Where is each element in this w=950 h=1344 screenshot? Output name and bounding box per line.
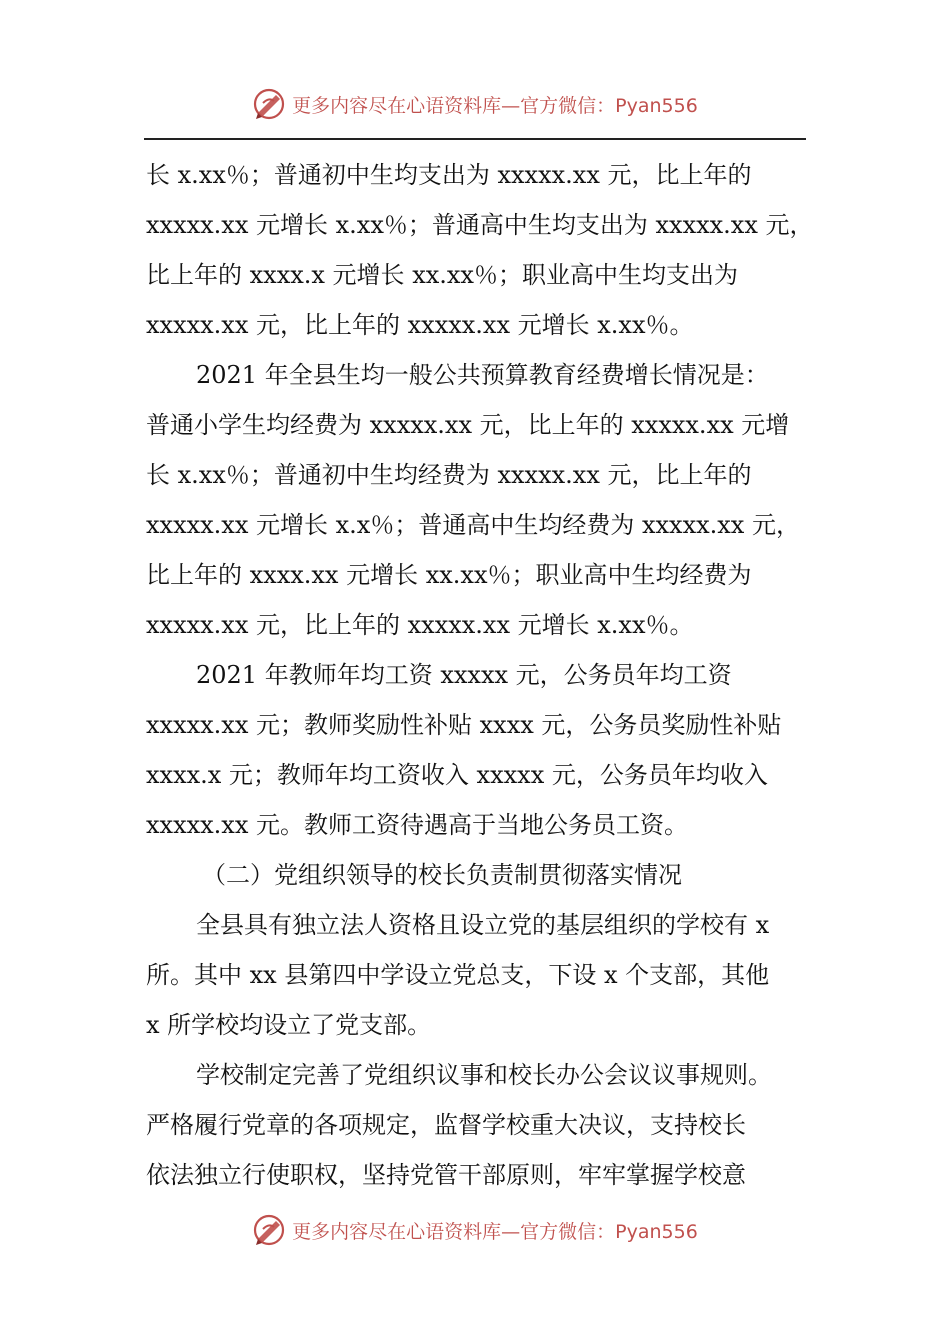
body-line: xxxxx.xx 元；教师奖励性补贴 xxxx 元，公务员奖励性补贴	[146, 711, 782, 739]
header-watermark-text	[292, 91, 698, 118]
body-line: 长 x.xx％；普通初中生均支出为 xxxxx.xx 元，比上年的	[146, 161, 752, 189]
header-watermark-main: 更多内容尽在心语资料库—官方微信：	[292, 94, 616, 117]
footer-watermark-text	[292, 1217, 698, 1244]
header-watermark-id: Pyan556	[615, 94, 698, 117]
body-line: 比上年的 xxxx.x 元增长 xx.xx％；职业高中生均支出为	[146, 261, 738, 289]
paragraph-first-line: 全县具有独立法人资格且设立党的基层组织的学校有 x	[196, 911, 770, 939]
footer-watermark-id: Pyan556	[615, 1220, 698, 1243]
header-watermark	[0, 84, 950, 124]
paragraph-first-line: 2021 年教师年均工资 xxxxx 元，公务员年均工资	[196, 661, 732, 689]
body-line: xxxxx.xx 元。教师工资待遇高于当地公务员工资。	[146, 811, 689, 839]
body-line: xxxx.x 元；教师年均工资收入 xxxxx 元，公务员年均收入	[146, 761, 768, 789]
body-line: 依法独立行使职权，坚持党管干部原则，牢牢掌握学校意	[146, 1161, 746, 1189]
body-line: 普通小学生均经费为 xxxxx.xx 元，比上年的 xxxxx.xx 元增	[146, 411, 790, 439]
document-body	[146, 150, 818, 1200]
header-rule	[144, 138, 806, 140]
body-line: xxxxx.xx 元，比上年的 xxxxx.xx 元增长 x.xx％。	[146, 611, 694, 639]
footer-watermark-main: 更多内容尽在心语资料库—官方微信：	[292, 1220, 616, 1243]
paragraph-first-line: 学校制定完善了党组织议事和校长办公会议议事规则。	[196, 1061, 772, 1089]
body-line: xxxxx.xx 元，比上年的 xxxxx.xx 元增长 x.xx％。	[146, 311, 694, 339]
paragraph-first-line: 2021 年全县生均一般公共预算教育经费增长情况是：	[196, 361, 769, 389]
body-line: 严格履行党章的各项规定，监督学校重大决议，支持校长	[146, 1111, 746, 1139]
body-line: x 所学校均设立了党支部。	[146, 1011, 432, 1039]
body-line: 比上年的 xxxx.xx 元增长 xx.xx％；职业高中生均经费为	[146, 561, 752, 589]
pen-logo-icon	[252, 1213, 286, 1247]
footer-watermark	[0, 1210, 950, 1250]
section-heading: （二）党组织领导的校长负责制贯彻落实情况	[202, 861, 682, 889]
pen-logo-icon	[252, 87, 286, 121]
body-line: 所。其中 xx 县第四中学设立党总支，下设 x 个支部，其他	[146, 961, 770, 989]
body-line: xxxxx.xx 元增长 x.xx％；普通高中生均支出为 xxxxx.xx 元，	[146, 211, 814, 239]
body-line: 长 x.xx％；普通初中生均经费为 xxxxx.xx 元，比上年的	[146, 461, 752, 489]
body-line: xxxxx.xx 元增长 x.x％；普通高中生均经费为 xxxxx.xx 元，	[146, 511, 800, 539]
